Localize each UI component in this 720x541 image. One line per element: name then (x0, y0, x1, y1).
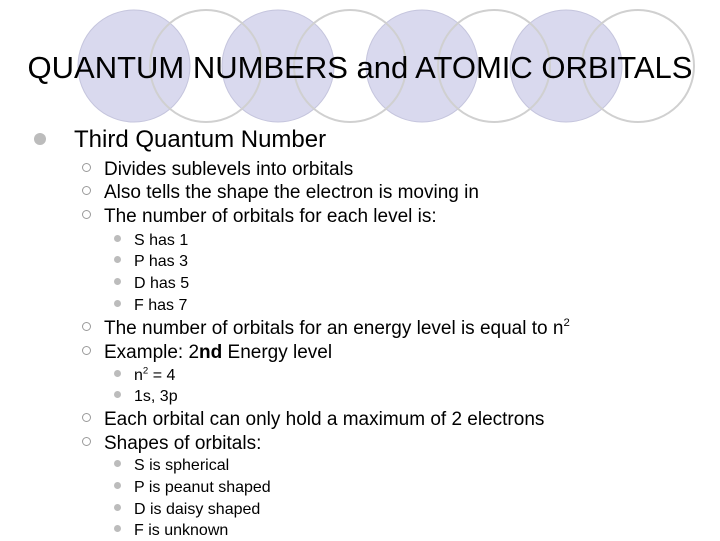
list-item (114, 500, 260, 520)
sub-bullet-text: D is daisy shaped (134, 501, 261, 518)
bullet-ring-icon (82, 346, 91, 355)
bullet-text: The number of orbitals for an energy level is equal to n (104, 318, 564, 339)
bullet-ring-icon (82, 322, 91, 331)
bullet-text: Also tells the shape the electron is moving in (104, 182, 479, 203)
bullet-text: The number of orbitals for each level is: (104, 206, 437, 227)
formula-rest: = 4 (148, 367, 176, 384)
bullet-ring-icon (82, 163, 91, 172)
bullet-text-end: Energy level (222, 342, 333, 363)
bullet-ring-icon (82, 437, 91, 446)
bullet-dot-icon (114, 235, 121, 242)
sub-bullet-text: D has 5 (134, 275, 190, 292)
sub-bullet-text: P has 3 (134, 253, 188, 270)
bullet-text: Divides sublevels into orbitals (104, 159, 354, 180)
bullet-ring-icon (82, 413, 91, 422)
bullet-ring-icon (82, 186, 91, 195)
ordinal-suffix: nd (199, 342, 223, 363)
bullet-dot-icon (114, 391, 121, 398)
slide-title: QUANTUM NUMBERS and ATOMIC ORBITALS (27, 50, 693, 85)
list-item (82, 318, 570, 340)
bullet-dot-icon (114, 504, 121, 511)
list-item (114, 274, 189, 294)
bullet-text: Shapes of orbitals: (104, 433, 262, 454)
bullet-text: Each orbital can only hold a maximum of 2 electrons (104, 409, 545, 430)
bullet-dot-icon (114, 256, 121, 263)
list-item (82, 342, 332, 364)
list-item (82, 409, 544, 431)
sub-bullet-text: S is spherical (134, 457, 230, 474)
section-heading: Third Quantum Number (74, 126, 327, 153)
sub-bullet-text: S has 1 (134, 232, 189, 249)
superscript: 2 (142, 365, 149, 377)
list-item (82, 182, 479, 204)
bullet-dot-icon (114, 300, 121, 307)
formula-base: n (134, 367, 143, 384)
list-item (82, 206, 437, 228)
bullet-dot-icon (114, 460, 121, 467)
list-item (114, 231, 188, 251)
list-item (82, 433, 261, 455)
list-item (114, 456, 229, 476)
bullet-dot-icon (34, 133, 46, 145)
sub-bullet-text: F has 7 (134, 297, 188, 314)
list-item (114, 366, 175, 386)
list-item (114, 387, 178, 407)
sub-bullet-text: 1s, 3p (134, 388, 178, 405)
heading-row (34, 126, 326, 154)
sub-bullet-text: F is unknown (134, 522, 229, 539)
bullet-dot-icon (114, 482, 121, 489)
bullet-dot-icon (114, 525, 121, 532)
bullet-dot-icon (114, 370, 121, 377)
bullet-dot-icon (114, 278, 121, 285)
list-item (82, 159, 353, 181)
list-item (114, 521, 228, 541)
list-item (114, 252, 188, 272)
superscript: 2 (563, 317, 570, 330)
list-item (114, 478, 271, 498)
sub-bullet-text: P is peanut shaped (134, 479, 271, 496)
bullet-text: Example: 2 (104, 342, 200, 363)
list-item (114, 296, 187, 316)
bullet-ring-icon (82, 210, 91, 219)
